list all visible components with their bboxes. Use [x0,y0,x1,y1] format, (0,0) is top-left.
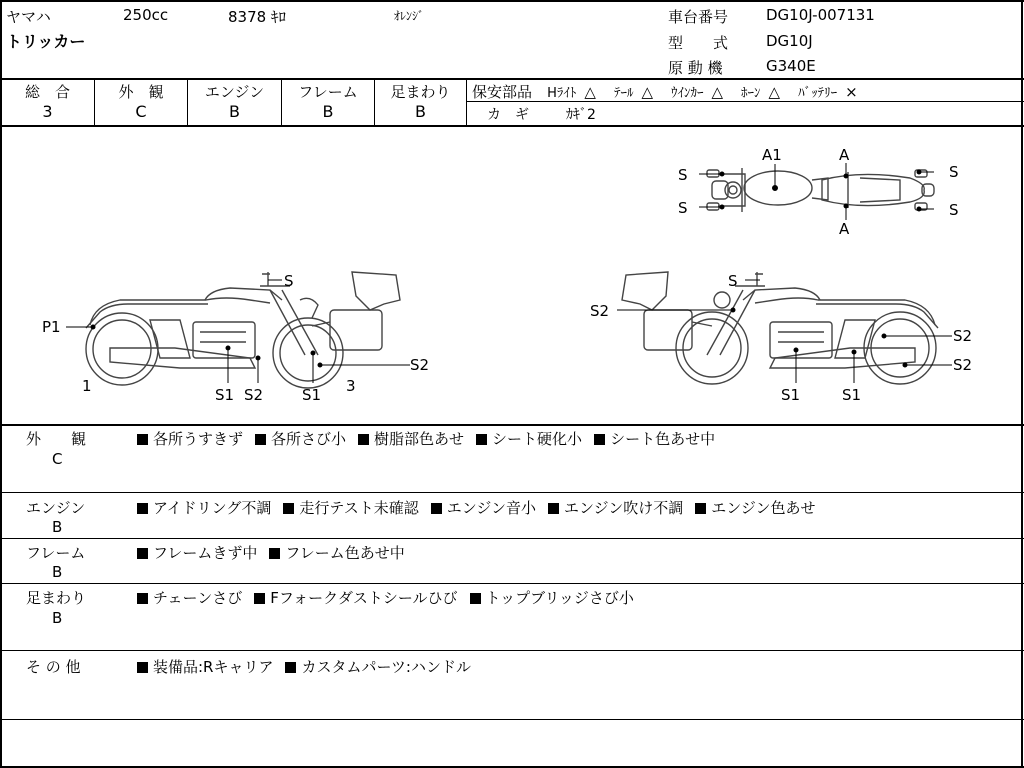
detail-item [137,658,273,676]
square-bullet-icon [470,593,481,604]
type-value: DG10J [766,32,813,50]
key-value: ｶｷﾞ2 [566,107,596,123]
detail-grade: B [52,563,63,581]
detail-item-text: エンジン色あせ [711,499,816,517]
square-bullet-icon [137,662,148,673]
diagram-label: S1 [781,386,801,404]
color: ｵﾚﾝｼﾞ [394,9,425,23]
square-bullet-icon [431,503,442,514]
safety-item-mark: × [845,83,858,101]
detail-label: エンジン [26,499,86,517]
suspension-score-label: 足まわり [390,83,451,101]
diagram-label: S2 [590,302,610,320]
diagram-label: S [728,272,738,290]
safety-parts [472,81,858,101]
diagram-label: A [839,146,850,164]
safety-item-mark: △ [711,83,724,101]
damage-diagram [0,126,1022,424]
detail-item-text: エンジン音小 [446,499,537,517]
square-bullet-icon [594,434,605,445]
diagram-label: S2 [410,356,430,374]
detail-label: 足まわり [26,589,87,607]
detail-item [283,499,418,517]
square-bullet-icon [476,434,487,445]
detail-item [269,544,404,562]
safety-item [547,82,596,101]
bike-right-view [622,272,938,384]
detail-item-text: カスタムパーツ:ハンドル [301,658,471,676]
engine-value: G340E [766,57,816,75]
detail-item [476,430,582,448]
diagram-label: S2 [953,327,973,345]
detail-item-text: 走行テスト未確認 [299,499,419,517]
engine-score: B [229,102,240,121]
frame-score-label: フレーム [298,83,358,101]
detail-item [431,499,536,517]
bike-left-view [86,272,400,388]
detail-item [695,499,815,517]
frame-no: DG10J-007131 [766,6,875,24]
diagram-label: S1 [302,386,322,404]
square-bullet-icon [283,503,294,514]
diagram-label: 3 [346,377,356,395]
detail-item [594,430,715,448]
total-score: 3 [42,102,53,121]
safety-item-mark: △ [768,83,781,101]
detail-grade: B [52,518,63,536]
diagram-label: S [949,201,959,219]
square-bullet-icon [548,503,559,514]
detail-item-text: アイドリング不調 [153,499,272,517]
detail-items [137,656,483,677]
safety-item [741,82,780,101]
detail-label: フレーム [26,544,86,562]
detail-label: そ の 他 [26,658,81,676]
detail-item [285,658,470,676]
total-label: 総 合 [24,83,70,101]
diagram-label: 1 [82,377,92,395]
frame-score: B [322,102,334,121]
diagram-label: S1 [215,386,235,404]
mileage: 8378 ｷﾛ [228,8,286,26]
detail-item [137,430,243,448]
diagram-label: P1 [42,318,61,336]
detail-item-text: フレーム色あせ中 [285,544,405,562]
square-bullet-icon [137,434,148,445]
safety-item-name: ｳｲﾝｶｰ [670,86,704,101]
detail-grade: B [52,609,63,627]
bike-top-view [707,168,934,212]
diagram-label: S2 [244,386,264,404]
square-bullet-icon [137,593,148,604]
detail-items [137,428,727,449]
safety-item-name: Hﾗｲﾄ [547,86,577,101]
engine-label: 原 動 機 [668,59,723,77]
key-label: カ ギ [487,107,529,123]
detail-items [137,587,646,608]
safety-item-mark: △ [584,83,596,101]
square-bullet-icon [285,662,296,673]
model-name: トリッカー [6,32,86,51]
detail-items [137,542,417,563]
diagram-label: S [949,163,959,181]
detail-item [470,589,634,607]
detail-item-text: 装備品:Rキャリア [153,658,274,676]
square-bullet-icon [358,434,369,445]
square-bullet-icon [137,548,148,559]
diagram-label: A1 [762,146,782,164]
diagram-label: S2 [953,356,973,374]
detail-item-text: 樹脂部色あせ [374,430,465,448]
safety-item-name: ﾃｰﾙ [613,86,634,101]
detail-grade: C [52,450,63,468]
square-bullet-icon [695,503,706,514]
diagram-label: S [678,199,688,217]
frame-no-label: 車台番号 [668,8,729,26]
detail-item-text: シート色あせ中 [610,430,716,448]
detail-item [255,430,346,448]
suspension-score: B [415,102,426,121]
diagram-label: S [678,166,688,184]
detail-item-text: Fフォークダストシールひび [270,589,458,607]
square-bullet-icon [254,593,265,604]
detail-item-text: チェーンさび [153,589,243,607]
safety-item-mark: △ [641,83,653,101]
diagram-label: S [284,272,294,290]
detail-item-text: エンジン吹け不調 [564,499,684,517]
square-bullet-icon [269,548,280,559]
safety-item-name: ﾎｰﾝ [741,86,761,101]
diagram-label: S1 [842,386,862,404]
detail-item [137,544,257,562]
detail-item-text: シート硬化小 [492,430,583,448]
detail-item [358,430,464,448]
displacement: 250cc [123,6,169,24]
detail-item [548,499,683,517]
square-bullet-icon [137,503,148,514]
engine-score-label: エンジン [204,83,265,101]
safety-item [614,82,653,101]
detail-item-text: 各所さび小 [271,430,347,448]
detail-item-text: フレームきず中 [153,544,258,562]
detail-item [254,589,457,607]
safety-item [671,82,723,101]
detail-items [137,497,828,518]
detail-label: 外 観 [26,430,87,448]
exterior-score: C [135,102,147,121]
exterior-label: 外 観 [118,83,164,101]
safety-item [798,82,858,101]
type-label: 型 式 [668,34,729,52]
safety-label: 保安部品 [472,83,533,101]
detail-item-text: トップブリッジさび小 [485,589,634,607]
diagram-label: A [839,220,850,238]
square-bullet-icon [255,434,266,445]
detail-item [137,499,271,517]
detail-item [137,589,242,607]
maker: ヤマハ [6,8,51,26]
safety-item-name: ﾊﾞｯﾃﾘｰ [798,86,838,101]
detail-item-text: 各所うすきず [153,430,244,448]
